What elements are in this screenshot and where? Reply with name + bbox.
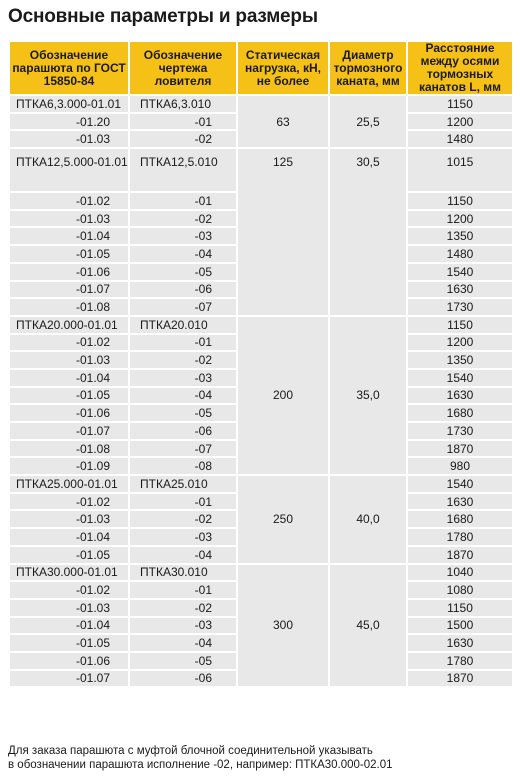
parachute-code-cell: -01.09: [9, 457, 129, 475]
parameters-table: [8, 40, 514, 688]
table-row: [9, 564, 513, 582]
footer-line-2: в обозначении парашюта исполнение -02, например: ПТКА30.000-02.01: [8, 759, 393, 771]
catcher-drawing-cell: -02: [129, 510, 237, 528]
catcher-drawing-cell: -04: [129, 245, 237, 263]
rope-distance-cell: 1870: [407, 546, 513, 564]
catcher-drawing-cell: -06: [129, 422, 237, 440]
header-catcher-drawing: Обозначение чертежа ловителя: [129, 41, 237, 95]
rope-distance-cell: 1780: [407, 652, 513, 670]
table-row: [9, 475, 513, 493]
catcher-drawing-cell: ПТКА6,3.010: [129, 95, 237, 113]
rope-distance-cell: 1730: [407, 422, 513, 440]
catcher-drawing-cell: -03: [129, 617, 237, 635]
catcher-drawing-cell: ПТКА12,5.010: [129, 148, 237, 192]
rope-diameter-cell: 35,0: [329, 316, 407, 475]
catcher-drawing-cell: -04: [129, 634, 237, 652]
parachute-code-cell: -01.03: [9, 210, 129, 228]
parachute-code-cell: -01.06: [9, 652, 129, 670]
rope-distance-cell: 1480: [407, 245, 513, 263]
catcher-drawing-cell: -03: [129, 528, 237, 546]
catcher-drawing-cell: -07: [129, 440, 237, 458]
catcher-drawing-cell: -06: [129, 670, 237, 688]
catcher-drawing-cell: -01: [129, 113, 237, 131]
static-load-cell: 200: [237, 316, 329, 475]
catcher-drawing-cell: -01: [129, 581, 237, 599]
rope-diameter-cell: 25,5: [329, 95, 407, 148]
rope-distance-cell: 1080: [407, 581, 513, 599]
catcher-drawing-cell: -03: [129, 369, 237, 387]
header-parachute-code: Обозначение парашюта по ГОСТ 15850-84: [9, 41, 129, 95]
rope-distance-cell: 1780: [407, 528, 513, 546]
table-body: [9, 95, 513, 687]
parachute-code-cell: -01.05: [9, 387, 129, 405]
header-static-load: Статическая нагрузка, кН, не более: [237, 41, 329, 95]
parachute-code-cell: -01.08: [9, 298, 129, 316]
parachute-code-cell: -01.02: [9, 334, 129, 352]
rope-distance-cell: 1350: [407, 351, 513, 369]
rope-diameter-cell: 45,0: [329, 564, 407, 688]
parachute-code-cell: ПТКА12,5.000-01.01: [9, 148, 129, 192]
catcher-drawing-cell: -05: [129, 652, 237, 670]
footer-line-1: Для заказа парашюта с муфтой блочной соединительной указывать: [8, 745, 373, 757]
parachute-code-cell: -01.04: [9, 617, 129, 635]
catcher-drawing-cell: -05: [129, 404, 237, 422]
parachute-code-cell: -01.05: [9, 634, 129, 652]
rope-distance-cell: 980: [407, 457, 513, 475]
catcher-drawing-cell: -01: [129, 493, 237, 511]
catcher-drawing-cell: -01: [129, 334, 237, 352]
catcher-drawing-cell: -08: [129, 457, 237, 475]
rope-distance-cell: 1150: [407, 192, 513, 210]
rope-distance-cell: 1200: [407, 113, 513, 131]
catcher-drawing-cell: -02: [129, 599, 237, 617]
footer-note: [8, 744, 393, 772]
catcher-drawing-cell: ПТКА20.010: [129, 316, 237, 334]
rope-diameter-cell: 40,0: [329, 475, 407, 563]
table-row: [9, 95, 513, 113]
parachute-code-cell: -01.02: [9, 493, 129, 511]
parachute-code-cell: -01.03: [9, 130, 129, 148]
parachute-code-cell: -01.05: [9, 546, 129, 564]
catcher-drawing-cell: -02: [129, 130, 237, 148]
rope-distance-cell: 1870: [407, 670, 513, 688]
catcher-drawing-cell: ПТКА25.010: [129, 475, 237, 493]
parachute-code-cell: -01.04: [9, 528, 129, 546]
parachute-code-cell: -01.07: [9, 422, 129, 440]
rope-distance-cell: 1630: [407, 281, 513, 299]
catcher-drawing-cell: -04: [129, 546, 237, 564]
static-load-cell: 300: [237, 564, 329, 688]
parachute-code-cell: -01.06: [9, 404, 129, 422]
catcher-drawing-cell: ПТКА30.010: [129, 564, 237, 582]
catcher-drawing-cell: -01: [129, 192, 237, 210]
rope-distance-cell: 1680: [407, 404, 513, 422]
rope-distance-cell: 1540: [407, 475, 513, 493]
parachute-code-cell: -01.05: [9, 245, 129, 263]
catcher-drawing-cell: -05: [129, 263, 237, 281]
rope-distance-cell: 1630: [407, 634, 513, 652]
catcher-drawing-cell: -03: [129, 227, 237, 245]
parachute-code-cell: -01.03: [9, 599, 129, 617]
rope-distance-cell: 1350: [407, 227, 513, 245]
parachute-code-cell: ПТКА30.000-01.01: [9, 564, 129, 582]
parachute-code-cell: -01.02: [9, 581, 129, 599]
rope-distance-cell: 1540: [407, 369, 513, 387]
parachute-code-cell: -01.04: [9, 369, 129, 387]
catcher-drawing-cell: -04: [129, 387, 237, 405]
parachute-code-cell: -01.07: [9, 670, 129, 688]
rope-distance-cell: 1150: [407, 316, 513, 334]
parachute-code-cell: -01.03: [9, 510, 129, 528]
parachute-code-cell: -01.20: [9, 113, 129, 131]
rope-distance-cell: 1200: [407, 334, 513, 352]
static-load-cell: 250: [237, 475, 329, 563]
header-rope-distance: Расстояние между осями тормозных канатов L, мм: [407, 41, 513, 95]
page-title: Основные параметры и размеры: [8, 6, 318, 27]
static-load-cell: 125: [237, 148, 329, 316]
rope-distance-cell: 1150: [407, 599, 513, 617]
rope-distance-cell: 1540: [407, 263, 513, 281]
table-row: [9, 316, 513, 334]
rope-distance-cell: 1480: [407, 130, 513, 148]
table-header-row: [9, 41, 513, 95]
parachute-code-cell: -01.07: [9, 281, 129, 299]
rope-diameter-cell: 30,5: [329, 148, 407, 316]
rope-distance-cell: 1680: [407, 510, 513, 528]
static-load-cell: 63: [237, 95, 329, 148]
catcher-drawing-cell: -07: [129, 298, 237, 316]
rope-distance-cell: 1730: [407, 298, 513, 316]
catcher-drawing-cell: -02: [129, 351, 237, 369]
rope-distance-cell: 1040: [407, 564, 513, 582]
catcher-drawing-cell: -02: [129, 210, 237, 228]
parachute-code-cell: ПТКА25.000-01.01: [9, 475, 129, 493]
parachute-code-cell: -01.04: [9, 227, 129, 245]
parachute-code-cell: ПТКА6,3.000-01.01: [9, 95, 129, 113]
parachute-code-cell: -01.06: [9, 263, 129, 281]
rope-distance-cell: 1150: [407, 95, 513, 113]
rope-distance-cell: 1200: [407, 210, 513, 228]
parachute-code-cell: -01.02: [9, 192, 129, 210]
rope-distance-cell: 1630: [407, 387, 513, 405]
rope-distance-cell: 1015: [407, 148, 513, 192]
parachute-code-cell: ПТКА20.000-01.01: [9, 316, 129, 334]
parachute-code-cell: -01.08: [9, 440, 129, 458]
rope-distance-cell: 1500: [407, 617, 513, 635]
parachute-code-cell: -01.03: [9, 351, 129, 369]
rope-distance-cell: 1870: [407, 440, 513, 458]
catcher-drawing-cell: -06: [129, 281, 237, 299]
header-rope-diameter: Диаметр тормозного каната, мм: [329, 41, 407, 95]
rope-distance-cell: 1630: [407, 493, 513, 511]
table-row: [9, 148, 513, 192]
